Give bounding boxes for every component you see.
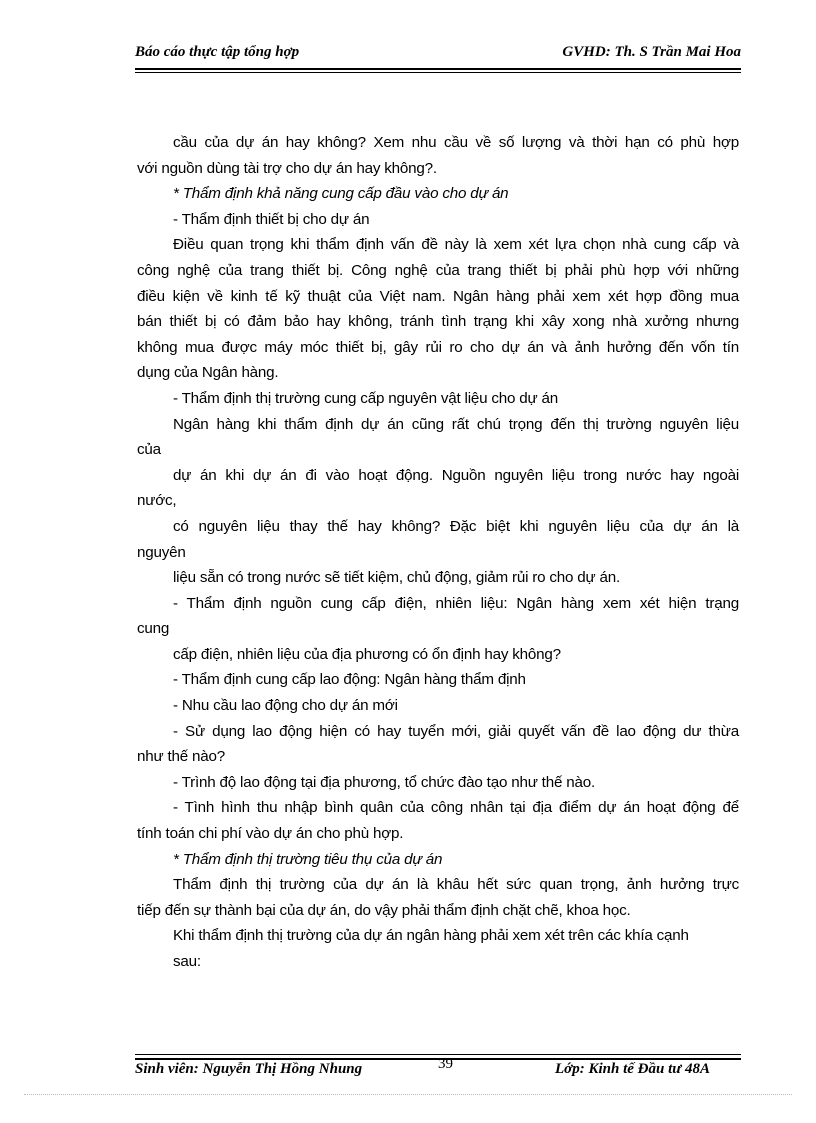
footer-class: Lớp: Kinh tế Đầu tư 48A — [555, 1061, 710, 1077]
body-line: dự án khi dự án đi vào hoạt động. Nguồn nguyên liệu trong nước hay ngoài — [173, 466, 739, 484]
document-body — [137, 130, 739, 975]
page-bottom-dotted-border — [24, 1094, 792, 1095]
body-line: tính toán chi phí vào dự án cho phù hợp. — [137, 825, 404, 843]
body-line: cầu của dự án hay không? Xem nhu cầu về số lượng và thời hạn có phù hợp — [173, 134, 739, 151]
bullet-item: - Tình hình thu nhập bình quân của công nhân tại địa điểm dự án hoạt động để — [173, 799, 739, 817]
body-line: dụng của Ngân hàng. — [137, 364, 279, 382]
header-rule-thin — [135, 72, 741, 73]
body-line: tiếp đến sự thành bại của dự án, do vậy phải thẩm định chặt chẽ, khoa học. — [137, 901, 631, 919]
footer-student: Sinh viên: Nguyễn Thị Hồng Nhung — [135, 1061, 363, 1077]
body-line: cấp điện, nhiên liệu của địa phương có ổn định hay không? — [173, 645, 561, 663]
bullet-item: - Thẩm định thị trường cung cấp nguyên vật liệu cho dự án — [173, 389, 559, 407]
body-line: có nguyên liệu thay thế hay không? Đặc biệt khi nguyên liệu của dự án là — [173, 517, 739, 535]
bullet-item: - Sử dụng lao động hiện có hay tuyển mới, giải quyết vấn đề lao động dư thừa — [173, 722, 739, 740]
body-line: nguyên — [137, 543, 186, 561]
header-report-title: Báo cáo thực tập tổng hợp — [135, 44, 300, 60]
bullet-item: - Thẩm định thiết bị cho dự án — [173, 210, 370, 228]
body-line: Khi thẩm định thị trường của dự án ngân hàng phải xem xét trên các khía cạnh — [173, 927, 689, 945]
body-line: như thế nào? — [137, 748, 225, 766]
section-heading: * Thẩm định khả năng cung cấp đầu vào cho dự án — [173, 185, 509, 203]
body-line: bán thiết bị có đảm bảo hay không, tránh tình trạng khi xây xong nhà xưởng nhưng — [137, 313, 739, 331]
bullet-item: - Trình độ lao động tại địa phương, tổ chức đào tạo như thế nào. — [173, 773, 595, 791]
bullet-item: - Thẩm định cung cấp lao động: Ngân hàng thẩm định — [173, 671, 526, 689]
header-supervisor: GVHD: Th. S Trần Mai Hoa — [562, 44, 741, 60]
body-line: công nghệ của trang thiết bị. Công nghệ của trang thiết bị phải phù hợp với những — [137, 261, 739, 279]
body-line: với nguồn dùng tài trợ cho dự án hay không?. — [137, 159, 437, 177]
body-line: điều kiện về kinh tế kỹ thuật của Việt nam. Ngân hàng phải xem xét hợp đồng mua — [137, 287, 739, 305]
bullet-item: - Nhu cầu lao động cho dự án mới — [173, 697, 398, 715]
footer-rule-thin — [135, 1054, 741, 1055]
body-line: nước, — [137, 492, 177, 510]
page-number: 39 — [438, 1056, 453, 1072]
body-line: của — [137, 441, 161, 459]
body-line: Thẩm định thị trường của dự án là khâu hết sức quan trọng, ảnh hưởng trực — [173, 876, 739, 894]
body-line: Điều quan trọng khi thẩm định vấn đề này là xem xét lựa chọn nhà cung cấp và — [173, 236, 739, 254]
body-line: sau: — [173, 953, 201, 970]
section-heading: * Thẩm định thị trường tiêu thụ của dự án — [173, 850, 443, 868]
body-line: liệu sẵn có trong nước sẽ tiết kiệm, chủ động, giảm rủi ro cho dự án. — [173, 569, 621, 587]
body-line: Ngân hàng khi thẩm định dự án cũng rất chú trọng đến thị trường nguyên liệu — [173, 415, 739, 433]
bullet-item: - Thẩm định nguồn cung cấp điện, nhiên liệu: Ngân hàng xem xét hiện trạng — [173, 594, 739, 612]
header-rule-thick — [135, 68, 741, 70]
body-line: không mua được máy móc thiết bị, gây rủi ro cho dự án và ảnh hưởng đến vốn tín — [137, 338, 739, 356]
body-line: cung — [137, 620, 170, 638]
